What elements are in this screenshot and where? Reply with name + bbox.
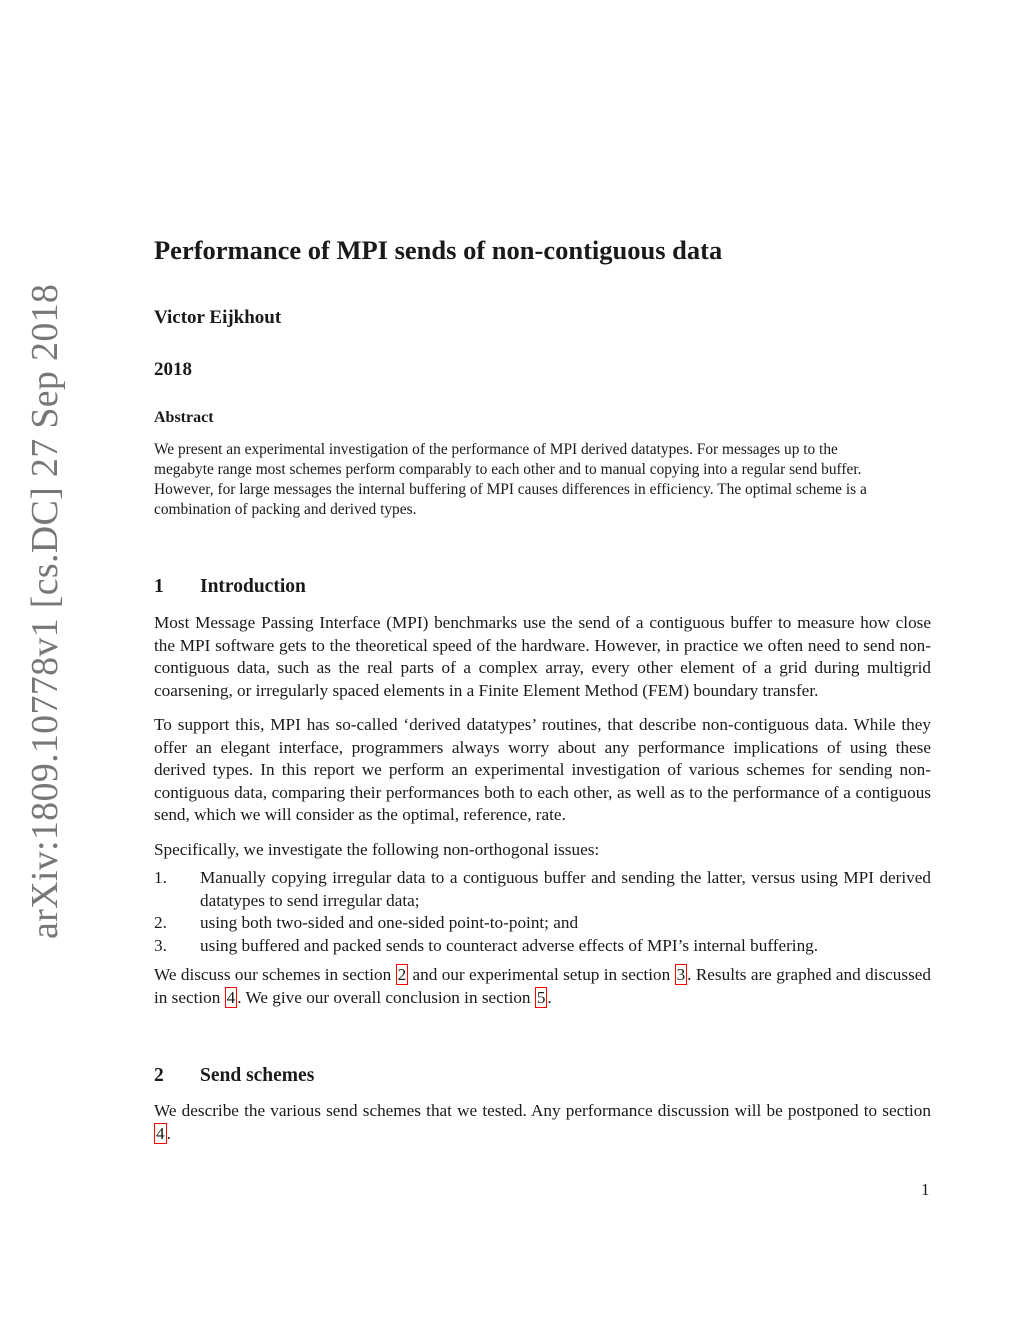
- list-item-text: using buffered and packed sends to counteract adverse effects of MPI’s internal buffering.: [200, 935, 819, 955]
- abstract-heading: Abstract: [154, 409, 214, 426]
- section-number: 2: [154, 1065, 164, 1086]
- paragraph-text: .: [166, 1123, 171, 1143]
- issues-list: [154, 867, 931, 957]
- list-item-text: Manually copying irregular data to a contiguous buffer and sending the latter, versus using MPI derived datatypes to send irregular data;: [200, 868, 931, 910]
- list-item-text: using both two-sided and one-sided point-to-point; and: [200, 913, 579, 933]
- arxiv-identifier-stamp: arXiv:1809.10778v1 [cs.DC] 27 Sep 2018: [24, 283, 66, 939]
- list-item: [154, 867, 931, 912]
- section-ref-link[interactable]: 4: [226, 987, 236, 1007]
- send-schemes-paragraph-1: [154, 1100, 931, 1145]
- intro-paragraph-1: Most Message Passing Interface (MPI) benchmarks use the send of a contiguous buffer to measure how close the MPI software gets to the theoretical speed of the hardware. However, in practice we often need to send non-contiguous data, such as the real parts of a complex array, every other element of a grid during multigrid coarsening, or irregularly spaced elements in a Finite Element Method (FEM) boundary transfer.: [154, 613, 931, 700]
- abstract-text: We present an experimental investigation of the performance of MPI derived datatypes. For messages up to the megabyte range most schemes perform comparably to each other and to manual copying into a regular send buffer. However, for large messages the internal buffering of MPI causes differences in efficiency. The optimal scheme is a combination of packing and derived types.: [154, 441, 867, 518]
- section-ref-link[interactable]: 4: [156, 1123, 165, 1143]
- list-item-number: 2.: [154, 913, 167, 933]
- section-ref-link[interactable]: 2: [397, 965, 407, 984]
- section-title: Introduction: [200, 576, 306, 597]
- paragraph-text: .: [547, 987, 552, 1007]
- intro-paragraph-4: [154, 964, 931, 1009]
- intro-paragraph-2: To support this, MPI has so-called ‘derived datatypes’ routines, that describe non-contiguous data. While they offer an elegant interface, programmers always worry about any performance implications of using these derived types. In this report we perform an experimental investigation of various schemes for sending non-contiguous data, comparing their performances both to each other, as well as to the performance of a contiguous send, which we will consider as the optimal, reference, rate.: [154, 715, 931, 825]
- section-ref-link[interactable]: 3: [676, 965, 686, 984]
- list-item-number: 1.: [154, 868, 167, 887]
- list-item-number: 3.: [154, 935, 167, 955]
- paragraph-text: and our experimental setup in section: [408, 965, 675, 984]
- publication-date: 2018: [154, 359, 192, 380]
- section-number: 1: [154, 576, 164, 597]
- section-heading-send-schemes: [154, 1065, 314, 1087]
- list-item: [154, 912, 931, 935]
- section-heading-introduction: [154, 576, 306, 598]
- paragraph-text: We describe the various send schemes that we tested. Any performance discussion will be postponed to section: [154, 1101, 931, 1120]
- author-name: Victor Eijkhout: [154, 307, 282, 328]
- paragraph-text: We discuss our schemes in section: [154, 965, 396, 984]
- section-title: Send schemes: [200, 1065, 315, 1086]
- paragraph-text: . We give our overall conclusion in section: [237, 987, 535, 1007]
- list-item: [154, 935, 931, 958]
- intro-paragraph-3: Specifically, we investigate the following non-orthogonal issues:: [154, 840, 600, 859]
- section-ref-link[interactable]: 5: [536, 987, 546, 1007]
- paper-title: Performance of MPI sends of non-contiguous data: [154, 235, 723, 265]
- paragraph-text: . Results are graphed and discussed in section: [154, 965, 931, 1007]
- page-number: 1: [921, 1180, 930, 1199]
